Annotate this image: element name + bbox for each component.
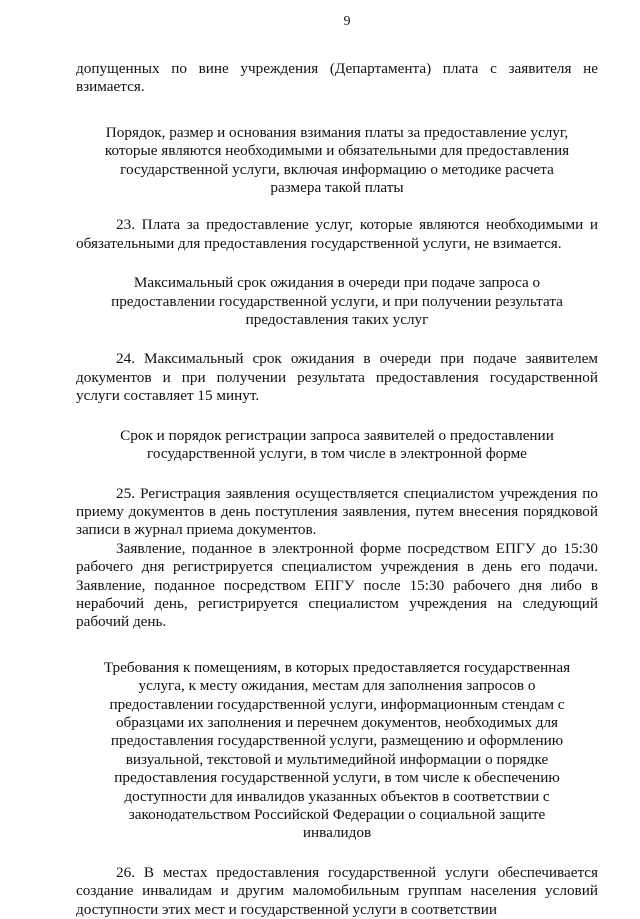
page-number: 9	[343, 14, 351, 29]
paragraph-25-electronic: Заявление, поданное в электронной форме посредством ЕПГУ до 15:30 рабочего дня регистрируется специалистом учреждения в день его подачи. Заявление, поданное посредством ЕПГУ после 15:30 рабочего дня либо в нерабочий день, регистрируется специалистом учреждения на следующий рабочий день.	[76, 539, 598, 631]
paragraph-26: 26. В местах предоставления государственной услуги обеспечивается создание инвалидам и другим маломобильным группам населения условий доступности этих мест и государственной услуги в соответствии	[76, 863, 598, 918]
heading-payment-for-required-services: Порядок, размер и основания взимания платы за предоставление услуг, которые являются необходимыми и обязательными для предоставления государственной услуги, включая информацию о методике расчета размера такой платы	[104, 123, 570, 197]
heading-premises-requirements: Требования к помещениям, в которых предоставляется государственная услуга, к месту ожидания, местам для заполнения запросов о предоставлении государственной услуги, информационным стендам с образцами их заполнения и перечнем документов, необходимых для предоставления государственной услуги, размещению и оформлению визуальной, текстовой и мультимедийной информации о порядке предоставления государственной услуги, в том числе к обеспечению доступности для инвалидов указанных объектов в соответствии с законодательством Российской Федерации о социальной защите инвалидов	[103, 658, 571, 842]
heading-request-registration: Срок и порядок регистрации запроса заявителей о предоставлении государственной услуги, в том числе в электронной форме	[120, 426, 554, 463]
paragraph-24: 24. Максимальный срок ожидания в очереди при подаче заявителем документов и при получении результата предоставления государственной услуги составляет 15 минут.	[76, 350, 598, 405]
paragraph-23: 23. Плата за предоставление услуг, которые являются необходимыми и обязательными для предоставления государственной услуги, не взимается.	[76, 216, 598, 252]
paragraph-25: 25. Регистрация заявления осуществляется специалистом учреждения по приему документов в день поступления заявления, путем внесения порядковой записи в журнал приема документов.	[76, 484, 598, 539]
paragraph-continuation: допущенных по вине учреждения (Департамента) плата с заявителя не взимается.	[76, 60, 598, 96]
heading-max-waiting-time: Максимальный срок ожидания в очереди при подаче запроса о предоставлении государственной услуги, и при получении результата предоставления таких услуг	[111, 274, 563, 329]
